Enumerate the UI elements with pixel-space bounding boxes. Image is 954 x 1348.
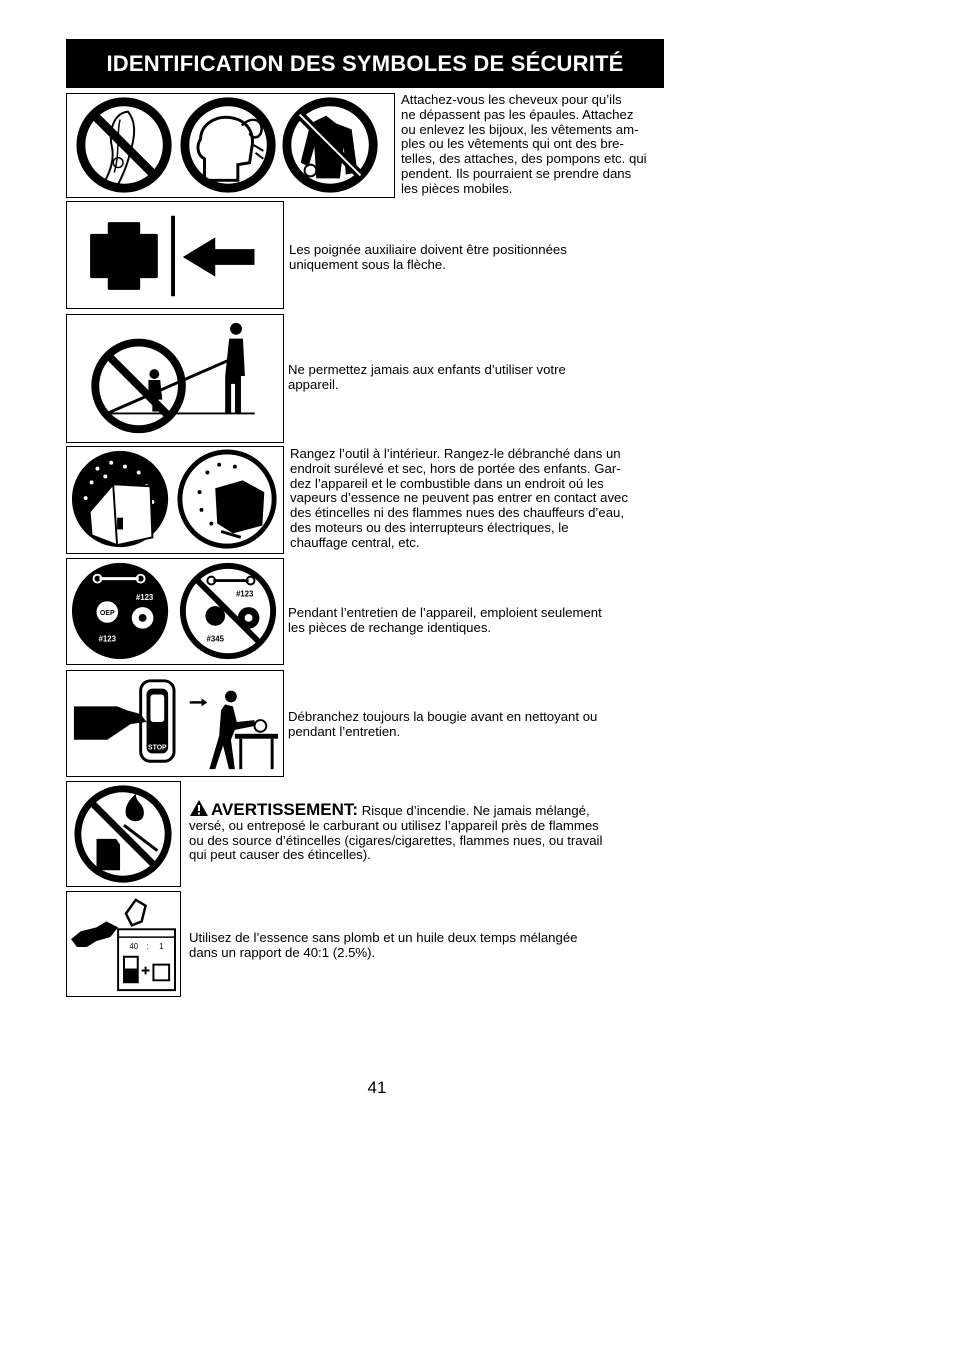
fuel-mix-box <box>66 891 181 997</box>
warning-title: AVERTISSEMENT: <box>211 800 359 819</box>
fuel-mix-icon <box>67 892 180 996</box>
no-loose-clothing-icon <box>287 102 373 188</box>
tie-hair-icon <box>185 102 271 188</box>
maintenance-text: Débranchez toujours la bougie avant en nettoyant ou pendant l’entretien. <box>288 709 598 739</box>
hair-clothing-symbols-box <box>66 93 395 198</box>
replacement-parts-text: Pendant l’entretien de l’appareil, emploient seulement les pièces de rechange identiques. <box>288 605 602 635</box>
page-title-text: IDENTIFICATION DES SYMBOLES DE SÉCURITÉ <box>106 50 624 76</box>
part-label-a: #123 <box>135 593 154 603</box>
indoor-storage-icon <box>72 451 168 547</box>
hair-clothing-text: Attachez‑vous les cheveux pour qu’ils ne dépassent pas les épaules. Attachez ou enlevez les bijoux, les vêtements am- ples ou les vêtements qui ont des bre- telles, des attaches, des pompons etc. qui pendent. Ils pourraient se prendre dans les pièces mobiles. <box>401 92 647 196</box>
ratio-sep-label: : <box>146 941 149 951</box>
warning-body: Risque d’incendie. Ne jamais mélangé, versé, ou entreposé le carburant ou utilisez l’appareil près de flammes ou des source d’étincelles (cigares/cigarettes, flammes nues, ou travail qui peut causer des étincelles). <box>189 803 603 863</box>
stop-label: STOP <box>148 744 167 752</box>
no-children-box <box>66 314 284 443</box>
ratio-a-label: 40 <box>129 941 139 951</box>
no-long-hair-icon <box>81 102 167 188</box>
fire-warning-box <box>66 781 181 887</box>
storage-box <box>66 446 284 554</box>
page-title <box>66 39 664 88</box>
gear-tag-label: OEP <box>100 609 115 617</box>
maintenance-worker-icon <box>190 691 278 770</box>
no-non-identical-parts-icon <box>183 566 273 656</box>
identical-parts-icon <box>72 563 168 659</box>
fuel-mix-text: Utilisez de l’essence sans plomb et un huile deux temps mélangée dans un rapport de 40:1 (2.5%). <box>189 930 578 960</box>
warning-triangle-icon <box>189 799 209 817</box>
no-children-icon <box>67 315 283 442</box>
part-label-c: #123 <box>235 589 254 599</box>
part-label-d: #345 <box>206 634 224 644</box>
handle-position-text: Les poignée auxiliaire doivent être positionnées uniquement sous la flèche. <box>289 242 567 272</box>
ratio-b-label: 1 <box>159 941 164 951</box>
part-label-b: #123 <box>98 634 117 644</box>
storage-text: Rangez l’outil à l’intérieur. Rangez‑le débranché dans un endroit surélevé et sec, hors de portée des enfants. Gar- dez l’appareil et le combustible dans un endroit oú les vapeurs d’essence ne peuvent pas entrer en contact avec des étincelles ni des flammes nues des chauffeurs d’eau, des moteurs ou des interrupteurs électriques, le chauffage central, etc. <box>290 446 628 550</box>
stop-switch-icon <box>74 681 174 761</box>
no-children-text: Ne permettez jamais aux enfants d’utiliser votre appareil. <box>288 362 566 392</box>
dry-storage-icon <box>180 452 274 546</box>
replacement-parts-box <box>66 558 284 665</box>
handle-position-box <box>66 201 284 309</box>
fire-warning-text <box>189 799 602 863</box>
no-fire-fuel-icon <box>67 782 180 886</box>
maintenance-box <box>66 670 284 777</box>
page-number: 41 <box>367 1078 387 1097</box>
handle-position-arrow-icon <box>67 202 283 308</box>
